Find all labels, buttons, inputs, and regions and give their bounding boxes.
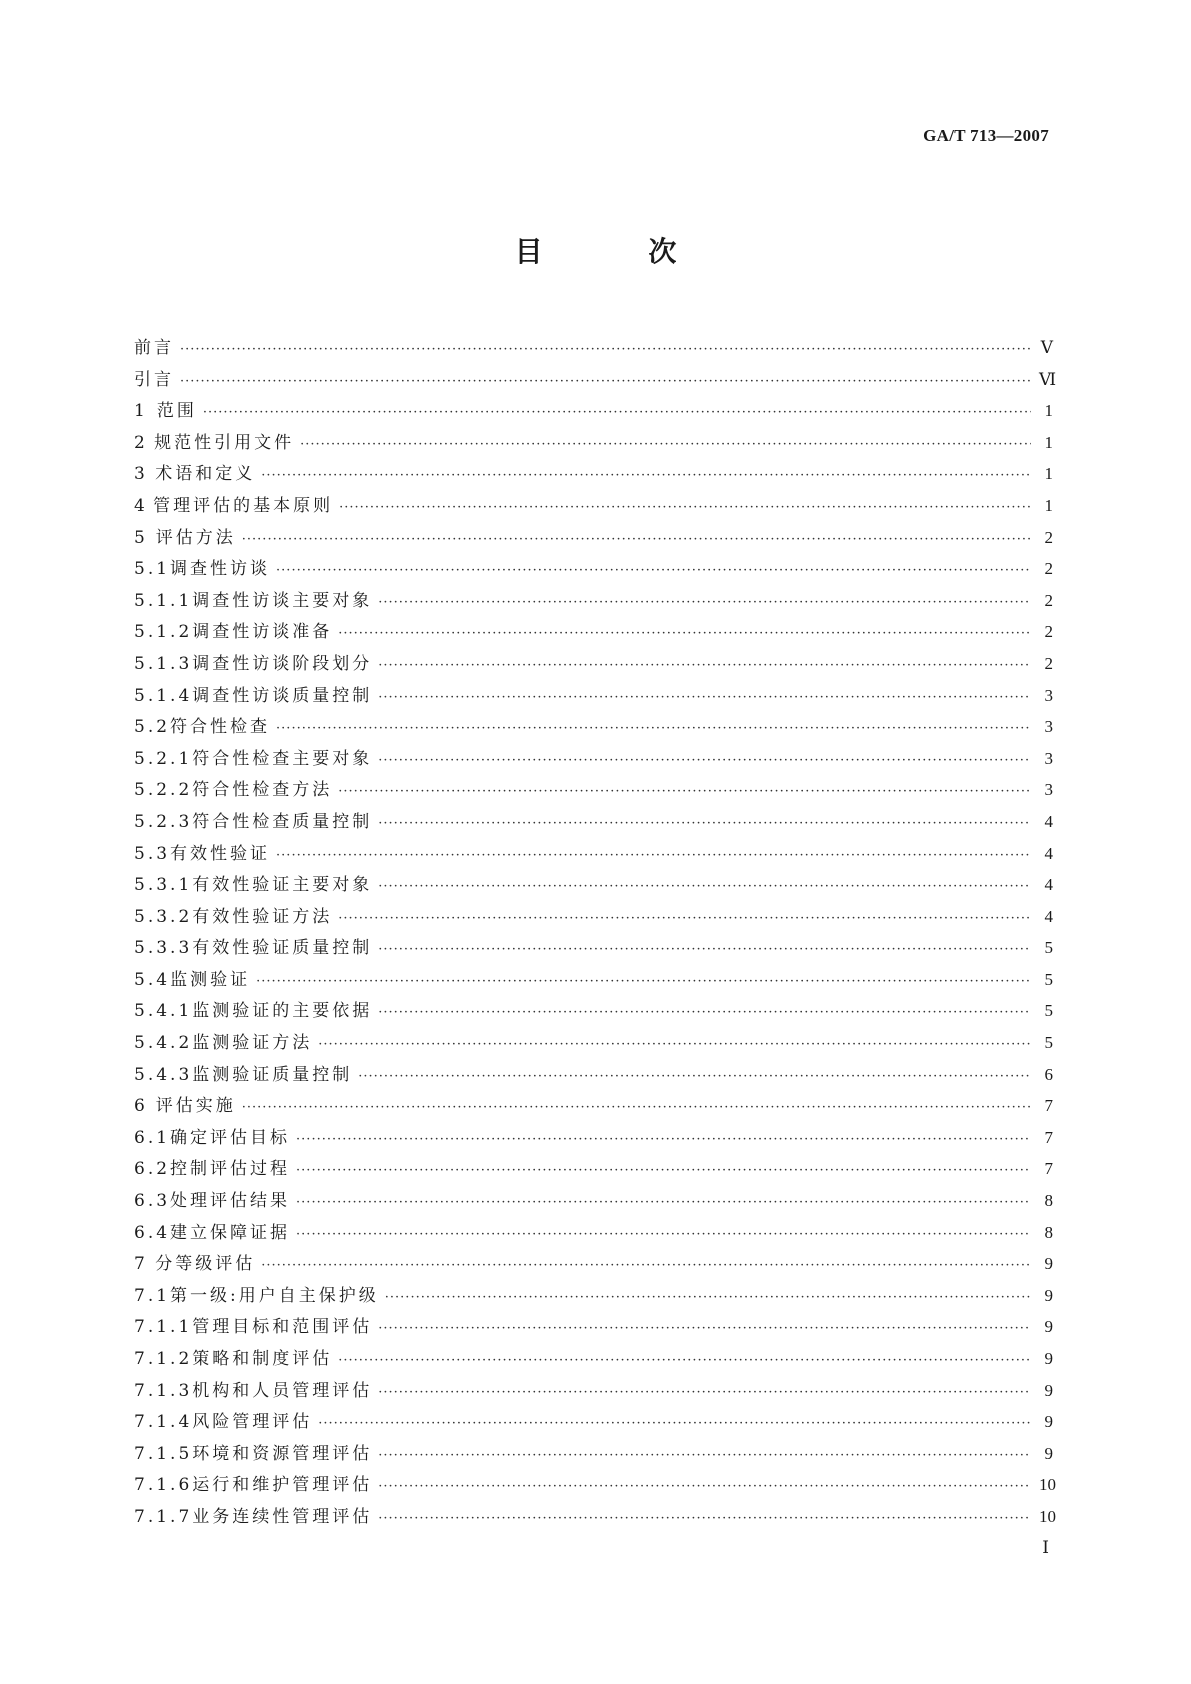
toc-entry-page: 5 [1044, 938, 1053, 958]
dot-leader [256, 966, 1031, 998]
toc-entry-number: 5.3 [134, 843, 171, 864]
toc-entry-title: 监测验证 [170, 969, 251, 990]
toc-entry-page: 2 [1044, 653, 1053, 673]
toc-entry-title: 评估实施 [155, 1096, 236, 1117]
toc-entry-number: 5.1.1 [134, 590, 193, 611]
toc-entry-title: 确定评估目标 [170, 1127, 291, 1148]
page-number: Ⅰ [1042, 1538, 1049, 1557]
dot-leader [296, 1219, 1031, 1251]
dot-leader [318, 1029, 1031, 1061]
toc-entry-page: 9 [1044, 1317, 1053, 1337]
toc-entry-page: 9 [1044, 1349, 1053, 1368]
toc-entry[interactable] [134, 1153, 1053, 1185]
dot-leader [261, 460, 1031, 492]
toc-entry[interactable] [134, 1122, 1053, 1154]
dot-leader [358, 1061, 1031, 1093]
toc-entry-number: 5.2 [134, 717, 171, 738]
toc-entry-number: 7.1.5 [134, 1443, 193, 1464]
toc-entry[interactable] [134, 364, 1057, 396]
toc-entry-page: 10 [1039, 1475, 1056, 1495]
toc-entry-number: 7.1.3 [134, 1380, 193, 1401]
toc-entry[interactable] [134, 806, 1053, 838]
toc-entry[interactable] [134, 1343, 1053, 1375]
toc-entry-title: 机构和人员管理评估 [192, 1380, 373, 1401]
dot-leader [378, 587, 1031, 619]
toc-entry-title: 前言 [134, 338, 174, 358]
toc-entry-title: 符合性检查 [170, 717, 271, 738]
toc-entry[interactable] [134, 332, 1053, 364]
dot-leader [242, 1092, 1031, 1124]
toc-entry-title: 运行和维护管理评估 [192, 1475, 373, 1496]
toc-entry-page: 7 [1044, 1096, 1053, 1116]
toc-entry-number: 7 [134, 1254, 148, 1275]
toc-entry-title: 符合性检查主要对象 [192, 748, 373, 769]
toc-entry-title: 调查性访谈主要对象 [192, 590, 373, 611]
toc-entry-page: 9 [1044, 1412, 1053, 1432]
dot-leader [339, 492, 1031, 524]
toc-entry-title: 第一级:用户自主保护级 [170, 1285, 379, 1306]
toc-entry[interactable] [134, 427, 1053, 459]
toc-entry-number: 5.4.3 [134, 1064, 193, 1085]
toc-entry-number: 5.4.2 [134, 1033, 193, 1054]
toc-entry-title: 控制评估过程 [170, 1159, 291, 1180]
toc-entry-title: 业务连续性管理评估 [192, 1506, 373, 1527]
toc-entry-page: 7 [1044, 1159, 1053, 1179]
toc-entry-page: 1 [1044, 464, 1053, 484]
toc-entry-number: 7.1.4 [134, 1412, 193, 1433]
toc-entry-page: 1 [1044, 401, 1053, 421]
toc-entry-title: 评估方法 [155, 527, 236, 548]
dot-leader [180, 334, 1031, 366]
dot-leader [378, 1440, 1031, 1472]
toc-entry-number: 4 [134, 495, 148, 516]
toc-entry-title: 调查性访谈阶段划分 [192, 653, 373, 674]
toc-entry-number: 7.1.1 [134, 1317, 193, 1338]
toc-entry[interactable] [134, 490, 1053, 522]
dot-leader [296, 1155, 1031, 1187]
dot-leader [378, 682, 1031, 714]
dot-leader [242, 524, 1031, 556]
toc-entry-number: 7.1 [134, 1285, 171, 1306]
toc-entry-number: 6.4 [134, 1222, 171, 1243]
toc-entry[interactable] [134, 964, 1053, 996]
toc-entry-number: 5.1.4 [134, 685, 193, 706]
standard-code: GA/T 713—2007 [923, 126, 1049, 145]
toc-entry-number: 5.3.2 [134, 906, 193, 927]
dot-leader [300, 429, 1031, 461]
toc-entry-number: 1 [134, 401, 148, 422]
toc-entry-number: 5.1.3 [134, 653, 193, 674]
toc-entry-number: 7.1.7 [134, 1506, 193, 1527]
dot-leader [338, 1345, 1031, 1377]
toc-entry-number: 5.2.3 [134, 811, 193, 832]
dot-leader [276, 840, 1031, 872]
toc-entry-title: 建立保障证据 [170, 1222, 291, 1243]
dot-leader [276, 713, 1031, 745]
toc-entry-number: 5.4.1 [134, 1001, 193, 1022]
toc-entry[interactable] [134, 901, 1053, 933]
toc-entry-title: 监测验证方法 [192, 1033, 313, 1054]
dot-leader [378, 1313, 1031, 1345]
toc-entry-page: 8 [1044, 1191, 1053, 1211]
toc-entry-title: 调查性访谈质量控制 [192, 685, 373, 706]
toc-entry-title: 范围 [156, 401, 197, 422]
toc-entry-number: 5.3.3 [134, 938, 193, 959]
toc-entry-page: 3 [1044, 685, 1053, 705]
toc-entry-page: 3 [1044, 748, 1053, 768]
toc-entry-title: 分等级评估 [155, 1254, 256, 1275]
toc-entry-page: 9 [1044, 1254, 1053, 1274]
toc-entry-number: 5.4 [134, 969, 171, 990]
dot-leader [378, 997, 1031, 1029]
toc-entry[interactable] [134, 869, 1053, 901]
toc-entry-page: 3 [1044, 780, 1053, 800]
toc-entry-number: 7.1.6 [134, 1475, 193, 1496]
toc-entry-number: 3 [134, 464, 148, 485]
toc-entry-number: 6.3 [134, 1191, 171, 1212]
dot-leader [338, 618, 1031, 650]
toc-entry-number: 6 [134, 1096, 148, 1117]
toc-entry[interactable] [134, 1406, 1053, 1438]
toc-entry[interactable] [134, 1185, 1053, 1217]
toc-entry-title: 有效性验证主要对象 [192, 875, 373, 896]
dot-leader [378, 871, 1031, 903]
toc-entry-number: 2 [134, 432, 148, 453]
toc-entry-page: 7 [1044, 1127, 1053, 1147]
toc-entry[interactable] [134, 1311, 1053, 1343]
toc-entry[interactable] [134, 932, 1053, 964]
toc-entry-page: 9 [1044, 1380, 1053, 1400]
toc-entry-page: 8 [1044, 1222, 1053, 1242]
toc-entry-page: 10 [1039, 1506, 1056, 1526]
dot-leader [378, 808, 1031, 840]
toc-entry-page: 5 [1044, 969, 1053, 989]
toc-entry-page: 4 [1044, 875, 1053, 895]
toc-entry-title: 符合性检查质量控制 [192, 811, 373, 832]
toc-entry-title: 有效性验证质量控制 [192, 938, 373, 959]
dot-leader [296, 1124, 1031, 1156]
toc-entry[interactable] [134, 774, 1053, 806]
toc-entry-number: 6.2 [134, 1159, 171, 1180]
toc-entry-number: 5.1.2 [134, 622, 193, 643]
dot-leader [378, 1377, 1031, 1409]
toc-entry-title: 调查性访谈准备 [192, 622, 333, 643]
toc-entry-page: 6 [1044, 1064, 1053, 1084]
toc-entry-number: 5.1 [134, 559, 171, 580]
toc-entry[interactable] [134, 838, 1053, 870]
toc-entry-page: 5 [1044, 1033, 1053, 1053]
toc-entry[interactable] [134, 553, 1053, 585]
toc-entry-title: 有效性验证 [170, 843, 271, 864]
toc-entry[interactable] [134, 395, 1053, 427]
toc-entry-title: 符合性检查方法 [192, 780, 333, 801]
toc-entry-title: 调查性访谈 [170, 559, 271, 580]
toc-entry-page: 1 [1044, 495, 1053, 515]
toc-entry-page: Ⅴ [1040, 338, 1053, 357]
toc-entry-page: 9 [1044, 1285, 1053, 1305]
toc-entry[interactable] [134, 616, 1053, 648]
toc-entry[interactable] [134, 1375, 1053, 1407]
toc-entry-page: Ⅵ [1039, 369, 1057, 389]
dot-leader [378, 745, 1031, 777]
toc-entry[interactable] [134, 1248, 1053, 1280]
toc-entry-number: 6.1 [134, 1127, 171, 1148]
toc-entry[interactable] [134, 1059, 1053, 1091]
toc-entry-page: 4 [1044, 843, 1053, 863]
toc-entry[interactable] [134, 1469, 1056, 1501]
page-title: 目 次 [514, 235, 725, 268]
toc-entry-title: 策略和制度评估 [192, 1349, 333, 1369]
toc-entry[interactable] [134, 648, 1053, 680]
dot-leader [180, 366, 1031, 398]
dot-leader [276, 555, 1031, 587]
toc-entry-page: 3 [1044, 717, 1053, 737]
toc-entry[interactable] [134, 1027, 1053, 1059]
toc-entry-number: 5.3.1 [134, 875, 193, 896]
toc-entry[interactable] [134, 1438, 1053, 1470]
toc-entry-title: 监测验证的主要依据 [192, 1001, 373, 1022]
toc-entry[interactable] [134, 1217, 1053, 1249]
toc-entry[interactable] [134, 1280, 1053, 1312]
dot-leader [203, 397, 1031, 429]
toc-entry-page: 5 [1044, 1001, 1053, 1021]
toc-entry-number: 7.1.2 [134, 1349, 193, 1369]
toc-entry[interactable] [134, 585, 1053, 617]
toc-entry[interactable] [134, 711, 1053, 743]
toc-entry-number: 5.2.2 [134, 780, 193, 801]
toc-entry-title: 术语和定义 [155, 464, 256, 485]
toc-entry-page: 2 [1044, 559, 1053, 579]
toc-entry-title: 环境和资源管理评估 [192, 1443, 373, 1464]
toc-entry[interactable] [134, 1501, 1056, 1533]
toc-entry-title: 风险管理评估 [192, 1412, 313, 1433]
toc-entry[interactable] [134, 458, 1053, 490]
toc-entry[interactable] [134, 743, 1053, 775]
toc-entry[interactable] [134, 995, 1053, 1027]
dot-leader [378, 650, 1031, 682]
toc-entry-page: 2 [1044, 590, 1053, 610]
toc-entry[interactable] [134, 1090, 1053, 1122]
toc-entry-page: 2 [1044, 527, 1053, 547]
toc-entry-page: 2 [1044, 622, 1053, 642]
dot-leader [378, 1471, 1031, 1503]
dot-leader [261, 1250, 1031, 1282]
dot-leader [378, 934, 1031, 966]
toc-entry-page: 1 [1044, 432, 1053, 452]
table-of-contents [134, 332, 1057, 1533]
dot-leader [338, 776, 1031, 808]
toc-entry-title: 处理评估结果 [170, 1191, 291, 1212]
dot-leader [385, 1282, 1031, 1314]
toc-entry[interactable] [134, 522, 1053, 554]
toc-entry-page: 4 [1044, 906, 1053, 926]
toc-entry-title: 监测验证质量控制 [192, 1064, 353, 1085]
toc-entry-title: 有效性验证方法 [192, 906, 333, 927]
toc-entry[interactable] [134, 680, 1053, 712]
dot-leader [378, 1503, 1031, 1535]
dot-leader [338, 903, 1031, 935]
toc-entry-title: 管理评估的基本原则 [153, 495, 334, 516]
dot-leader [318, 1408, 1031, 1440]
toc-entry-title: 规范性引用文件 [154, 432, 295, 453]
toc-entry-number: 5 [134, 527, 148, 548]
toc-entry-page: 4 [1044, 811, 1053, 831]
toc-entry-page: 9 [1044, 1443, 1053, 1463]
toc-entry-title: 管理目标和范围评估 [192, 1317, 373, 1338]
toc-entry-number: 5.2.1 [134, 748, 193, 769]
toc-entry-title: 引言 [134, 369, 174, 390]
dot-leader [296, 1187, 1031, 1219]
